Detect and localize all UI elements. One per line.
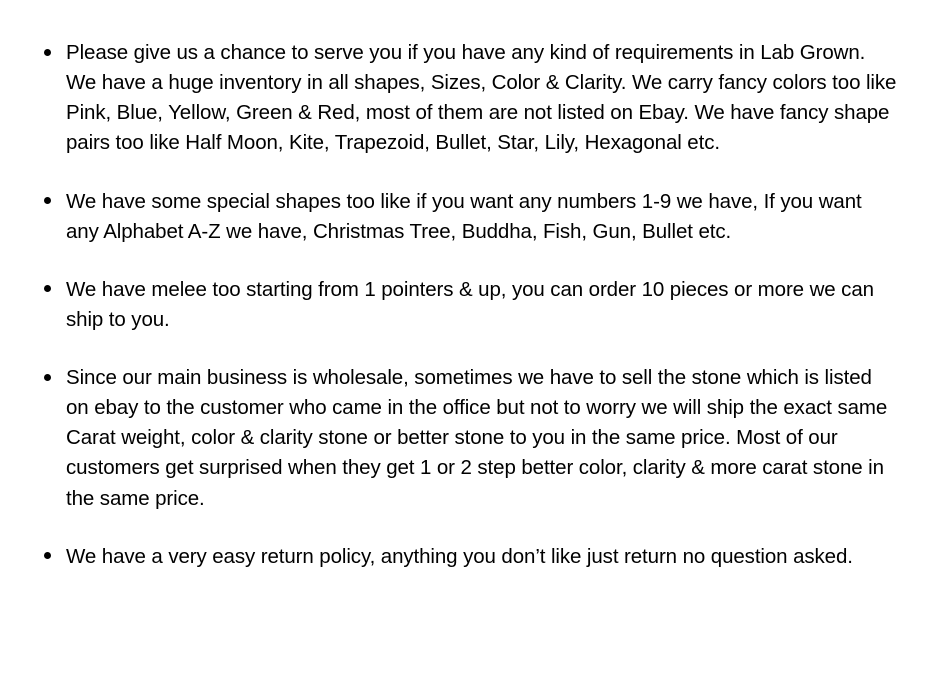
bullet-dot-icon [44,49,51,56]
list-item [42,542,899,572]
list-item [42,38,899,159]
bullet-dot-icon [44,374,51,381]
list-item-text: We have melee too starting from 1 pointers & up, you can order 10 pieces or more we can ship to you. [66,277,874,331]
list-item [42,275,899,335]
list-item [42,187,899,247]
list-item-text: We have some special shapes too like if you want any numbers 1-9 we have, If you want any Alphabet A-Z we have, Christmas Tree, Buddha, Fish, Gun, Bullet etc. [66,189,862,243]
bullet-dot-icon [44,552,51,559]
bullet-dot-icon [44,285,51,292]
policy-bullet-list [42,38,899,572]
list-item [42,363,899,514]
bullet-dot-icon [44,197,51,204]
list-item-text: Since our main business is wholesale, sometimes we have to sell the stone which is listed on ebay to the customer who came in the office but not to worry we will ship the exact same Carat weight, color & clarity stone or better stone to you in the same price. Most of our customers get surprised when they get 1 or 2 step better color, clarity & more carat stone in the same price. [66,366,888,510]
list-item-text: We have a very easy return policy, anything you don’t like just return no question asked. [66,544,853,568]
list-item-text: Please give us a chance to serve you if you have any kind of requirements in Lab Grown. We have a huge inventory in all shapes, Sizes, Color & Clarity. We carry fancy colors too like Pink, Blue, Yellow, Green & Red, most of them are not listed on Ebay. We have fancy shape pairs too like Half Moon, Kite, Trapezoid, Bullet, Star, Lily, Hexagonal etc. [66,41,897,155]
